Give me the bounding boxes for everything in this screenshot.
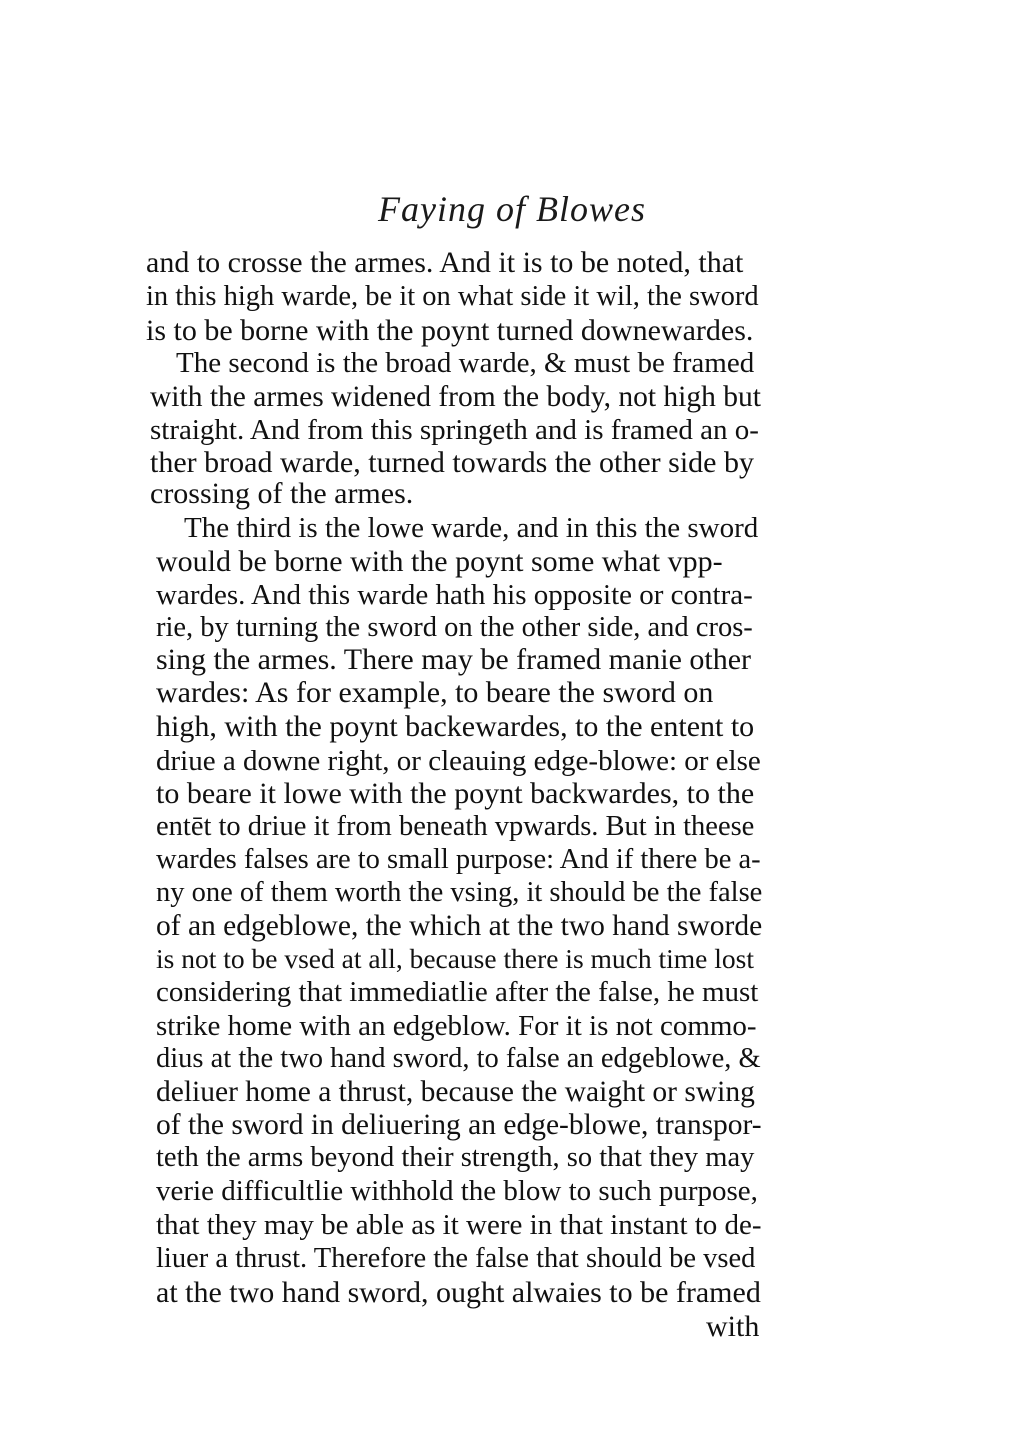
text-line: is not to be vsed at all, because there is much time lost [156,943,754,974]
text-line: in this high warde, be it on what side it wil, the sword [146,281,759,312]
text-line: is to be borne with the poynt turned downewardes. [146,314,754,347]
text-line: straight. And from this springeth and is framed an o- [150,414,759,446]
text-line: wardes. And this warde hath his opposite or contra- [156,579,753,611]
text-line: teth the arms beyond their strength, so that they may [156,1142,755,1173]
text-line: wardes: As for example, to beare the sword on [156,676,714,709]
text-line: driue a downe right, or cleauing edge-blowe: or else [156,745,761,777]
text-line: wardes falses are to small purpose: And if there be a- [156,844,761,875]
running-head: Faying of Blowes [378,189,646,229]
text-line: that they may be able as it were in that instant to de- [156,1209,762,1241]
text-line: deliuer home a thrust, because the waight or swing [156,1076,755,1108]
text-line: dius at the two hand sword, to false an edgeblowe, & [156,1043,761,1074]
text-line: at the two hand sword, ought alwaies to be framed [156,1276,761,1309]
text-line: ther broad warde, turned towards the other side by [150,446,754,479]
text-line: The third is the lowe warde, and in this the sword [184,512,759,544]
text-line: of an edgeblowe, the which at the two hand sworde [156,910,763,942]
text-line: considering that immediatlie after the false, he must [156,976,759,1008]
text-line: high, with the poynt backewardes, to the entent to [156,710,755,743]
text-line: ny one of them worth the vsing, it should be the false [156,877,763,908]
text-line: with the armes widened from the body, not high but [150,381,761,413]
text-line: of the sword in deliuering an edge-blowe, transpor- [156,1109,762,1141]
text-line: strike home with an edgeblow. For it is not commo- [156,1010,757,1042]
text-line: to beare it lowe with the poynt backwardes, to the [156,777,755,810]
text-line: liuer a thrust. Therefore the false that should be vsed [156,1243,756,1274]
text-line: crossing of the armes. [150,477,414,510]
text-line: and to crosse the armes. And it is to be noted, that [146,246,744,279]
text-line: would be borne with the poynt some what vpp- [156,545,723,578]
text-line: entēt to driue it from beneath vpwards. But in theese [156,811,755,842]
catchword: with [706,1310,760,1343]
text-line: rie, by turning the sword on the other side, and cros- [156,612,753,643]
text-line: sing the armes. There may be framed manie other [156,643,752,676]
text-line: The second is the broad warde, & must be framed [176,347,755,379]
text-line: verie difficultlie withhold the blow to such purpose, [156,1175,758,1207]
